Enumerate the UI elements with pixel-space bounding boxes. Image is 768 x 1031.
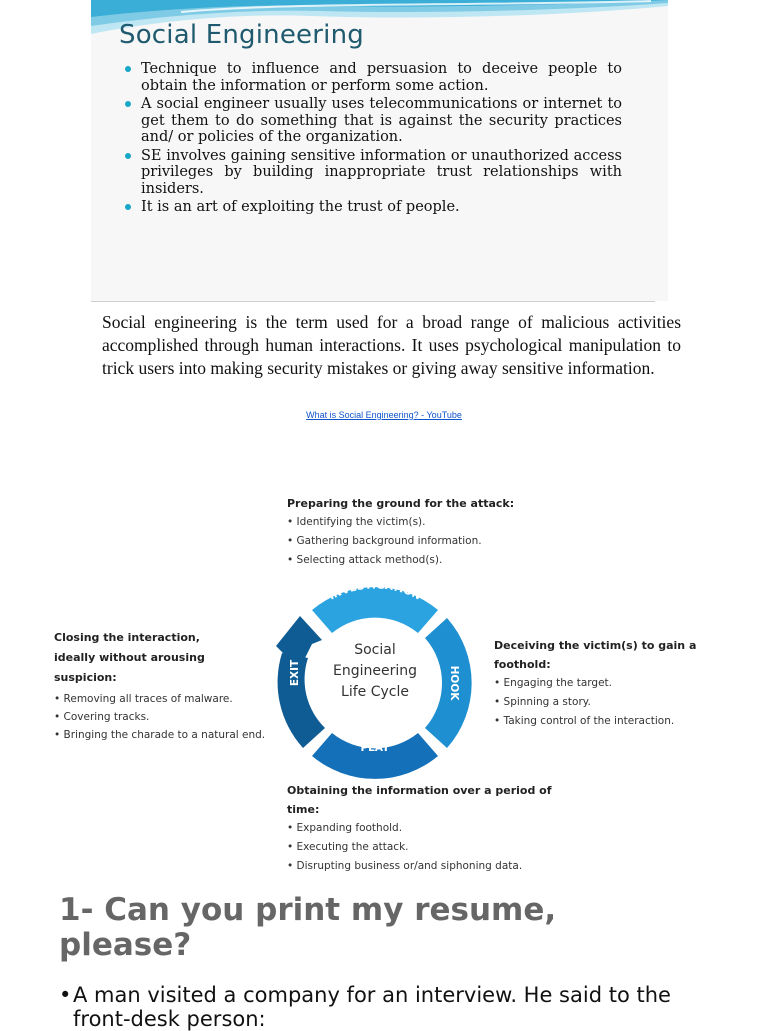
life-cycle-diagram <box>270 578 480 788</box>
close-heading-line1: Closing the interaction, <box>54 631 200 644</box>
obtain-heading: Obtaining the information over a period of time: <box>287 784 552 816</box>
slide-bullet-text: A social engineer usually uses telecommunications or internet to get them to do something that is against the security practices and/ or policies of the organization. <box>141 96 622 145</box>
slide-bullet <box>123 199 622 216</box>
deceive-block <box>494 636 754 731</box>
slide-bullet-text: Technique to influence and persuasion to deceive people to obtain the information or perform some action. <box>141 61 622 94</box>
deceive-heading: Deceiving the victim(s) to gain a foothold: <box>494 639 697 671</box>
prep-block <box>287 494 547 570</box>
play-label: PLAY <box>360 742 390 754</box>
intro-paragraph: Social engineering is the term used for a broad range of malicious activities accomplished through human interactions. It uses psychological manipulation to trick users into making security mistakes or giving away sensitive information. <box>102 312 681 378</box>
bullet-dot <box>125 153 131 159</box>
list-item: • Spinning a story. <box>494 696 591 708</box>
slide-bullet <box>123 61 622 94</box>
deceive-list <box>494 674 754 731</box>
list-item: • Disrupting business or/and siphoning data. <box>287 860 523 872</box>
slide-image <box>91 0 668 301</box>
center-line-1: Social <box>354 642 396 658</box>
bullet-dot <box>125 101 131 107</box>
bullet-dot <box>125 66 131 72</box>
divider <box>91 301 655 302</box>
exit-segment <box>278 653 325 748</box>
list-item: • Identifying the victim(s). <box>287 516 426 528</box>
list-item: • Removing all traces of malware. <box>54 693 233 705</box>
question-title: 1- Can you print my resume, please? <box>59 892 557 963</box>
center-line-2: Engineering <box>333 663 417 679</box>
list-item: • Engaging the target. <box>494 677 612 689</box>
question-bullet-text: A man visited a company for an interview. He said to the front-desk person: <box>73 983 671 1031</box>
list-item: • Gathering background information. <box>287 535 482 547</box>
obtain-block <box>287 781 577 876</box>
investigation-label: INVESTIGATION <box>326 579 423 603</box>
slide-title: Social Engineering <box>119 20 364 50</box>
list-item: • Bringing the charade to a natural end. <box>54 729 266 741</box>
close-heading-line2: ideally without arousing suspicion: <box>54 651 205 684</box>
bullet-dot <box>125 204 131 210</box>
center-line-3: Life Cycle <box>341 684 409 700</box>
slide-bullet-text: It is an art of exploiting the trust of people. <box>141 199 460 215</box>
slide-bullet-list <box>123 61 622 218</box>
close-list <box>54 690 269 744</box>
close-block <box>54 628 269 744</box>
youtube-link[interactable]: What is Social Engineering? - YouTube <box>306 410 462 420</box>
list-item: • Taking control of the interaction. <box>494 715 675 727</box>
obtain-list <box>287 819 577 876</box>
play-segment <box>312 733 438 779</box>
prep-heading: Preparing the ground for the attack: <box>287 497 515 510</box>
hook-label: HOOK <box>448 665 460 701</box>
bullet-marker: • <box>59 983 72 1007</box>
list-item: • Executing the attack. <box>287 841 409 853</box>
list-item: • Expanding foothold. <box>287 822 403 834</box>
prep-list <box>287 513 547 570</box>
slide-bullet <box>123 96 622 146</box>
slide-bullet <box>123 148 622 198</box>
list-item: • Covering tracks. <box>54 711 150 723</box>
exit-label: EXIT <box>289 659 301 687</box>
list-item: • Selecting attack method(s). <box>287 554 443 566</box>
slide-bullet-text: SE involves gaining sensitive information or unauthorized access privileges by building inappropriate trust relationships with insiders. <box>141 147 622 197</box>
